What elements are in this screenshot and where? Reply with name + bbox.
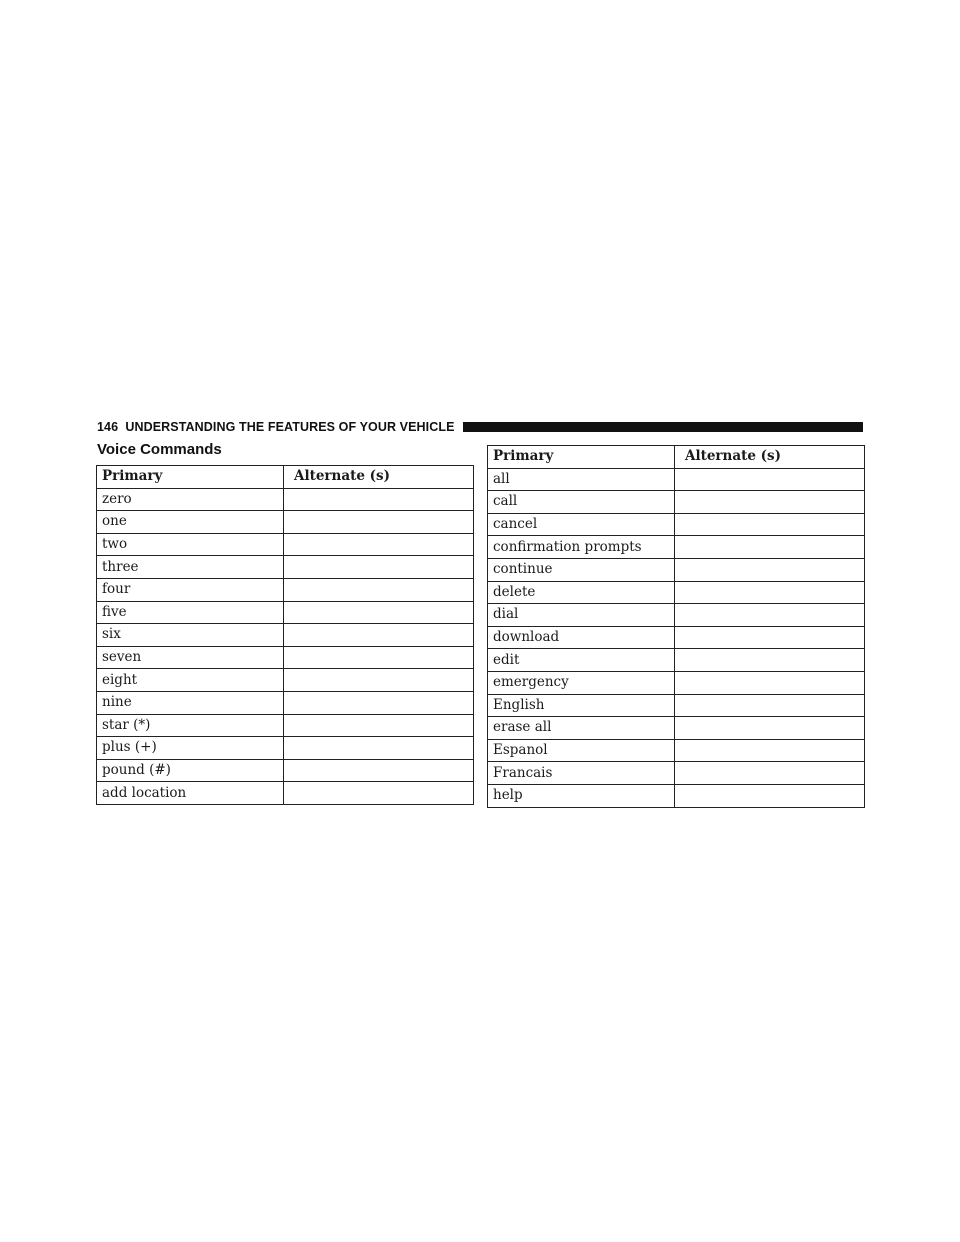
section-title: UNDERSTANDING THE FEATURES OF YOUR VEHICLE: [125, 420, 455, 434]
cell-alternate: [284, 782, 474, 805]
table-row: [488, 649, 865, 672]
column-header-primary: Primary: [488, 446, 675, 469]
cell-alternate: [284, 759, 474, 782]
cell-primary: download: [488, 626, 675, 649]
cell-primary: plus (+): [97, 737, 284, 760]
cell-alternate: [675, 536, 865, 559]
cell-alternate: [284, 714, 474, 737]
cell-primary: help: [488, 784, 675, 807]
column-header-primary: Primary: [97, 466, 284, 489]
page-header: [97, 419, 863, 435]
table-row: [488, 717, 865, 740]
table-row: [97, 669, 474, 692]
cell-primary: add location: [97, 782, 284, 805]
cell-alternate: [675, 513, 865, 536]
cell-primary: eight: [97, 669, 284, 692]
cell-primary: three: [97, 556, 284, 579]
cell-primary: continue: [488, 558, 675, 581]
table-row: [97, 646, 474, 669]
cell-alternate: [675, 558, 865, 581]
table-row: [488, 491, 865, 514]
column-header-alternate: Alternate (s): [675, 446, 865, 469]
cell-alternate: [284, 669, 474, 692]
cell-alternate: [675, 604, 865, 627]
cell-alternate: [284, 601, 474, 624]
table-row: [97, 714, 474, 737]
cell-alternate: [284, 533, 474, 556]
cell-alternate: [675, 491, 865, 514]
table-row: [97, 691, 474, 714]
table-row: [488, 784, 865, 807]
table-row: [488, 468, 865, 491]
cell-alternate: [284, 737, 474, 760]
cell-alternate: [284, 624, 474, 647]
table-row: [97, 759, 474, 782]
cell-primary: cancel: [488, 513, 675, 536]
cell-primary: Espanol: [488, 739, 675, 762]
cell-primary: one: [97, 511, 284, 534]
cell-primary: nine: [97, 691, 284, 714]
table-header-row: [97, 466, 474, 489]
cell-primary: confirmation prompts: [488, 536, 675, 559]
cell-alternate: [284, 511, 474, 534]
cell-alternate: [675, 694, 865, 717]
cell-primary: English: [488, 694, 675, 717]
cell-primary: pound (#): [97, 759, 284, 782]
voice-commands-table-right: [487, 445, 865, 808]
table-row: [488, 604, 865, 627]
table-row: [97, 556, 474, 579]
table-row: [488, 558, 865, 581]
cell-primary: Francais: [488, 762, 675, 785]
cell-alternate: [284, 578, 474, 601]
table-row: [488, 626, 865, 649]
cell-alternate: [675, 739, 865, 762]
page-header-text: [97, 420, 455, 434]
page-title: Voice Commands: [97, 441, 222, 458]
cell-alternate: [675, 784, 865, 807]
table-row: [488, 694, 865, 717]
table-row: [97, 533, 474, 556]
cell-primary: four: [97, 578, 284, 601]
table-row: [488, 739, 865, 762]
table-header-row: [488, 446, 865, 469]
table-row: [97, 511, 474, 534]
cell-alternate: [284, 556, 474, 579]
table-row: [97, 737, 474, 760]
cell-primary: erase all: [488, 717, 675, 740]
header-rule: [463, 422, 863, 432]
table-row: [97, 488, 474, 511]
cell-alternate: [675, 468, 865, 491]
cell-primary: dial: [488, 604, 675, 627]
cell-primary: star (*): [97, 714, 284, 737]
cell-primary: five: [97, 601, 284, 624]
table-row: [97, 578, 474, 601]
cell-alternate: [675, 671, 865, 694]
table-row: [488, 671, 865, 694]
cell-alternate: [675, 581, 865, 604]
cell-alternate: [675, 649, 865, 672]
cell-primary: zero: [97, 488, 284, 511]
voice-commands-table-left: [96, 465, 474, 805]
column-header-alternate: Alternate (s): [284, 466, 474, 489]
table-row: [488, 513, 865, 536]
table-row: [97, 601, 474, 624]
cell-primary: emergency: [488, 671, 675, 694]
cell-primary: seven: [97, 646, 284, 669]
cell-alternate: [284, 691, 474, 714]
table-row: [488, 762, 865, 785]
cell-primary: edit: [488, 649, 675, 672]
table-row: [97, 782, 474, 805]
cell-primary: two: [97, 533, 284, 556]
table-row: [488, 581, 865, 604]
cell-alternate: [675, 717, 865, 740]
table-row: [97, 624, 474, 647]
cell-primary: delete: [488, 581, 675, 604]
cell-primary: call: [488, 491, 675, 514]
table-row: [488, 536, 865, 559]
cell-primary: six: [97, 624, 284, 647]
cell-alternate: [675, 762, 865, 785]
page-number: 146: [97, 420, 119, 434]
cell-alternate: [284, 488, 474, 511]
cell-alternate: [284, 646, 474, 669]
cell-alternate: [675, 626, 865, 649]
cell-primary: all: [488, 468, 675, 491]
